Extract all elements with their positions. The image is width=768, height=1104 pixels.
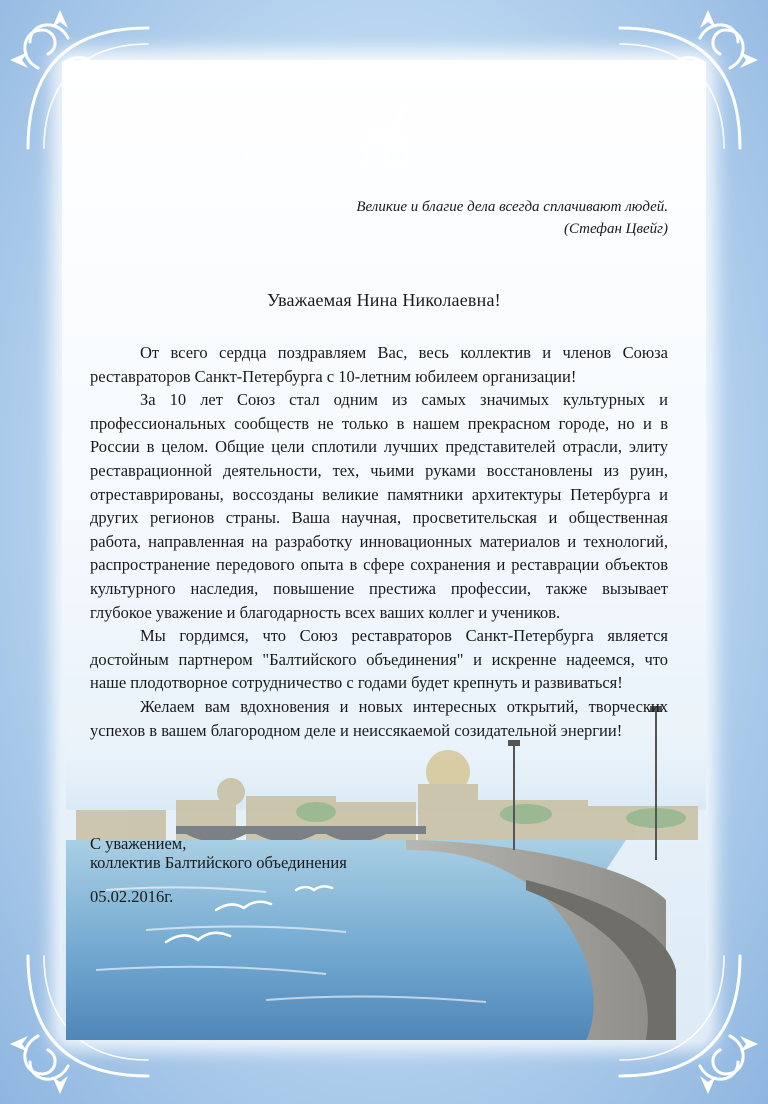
closing-signature <box>90 834 347 872</box>
body-paragraph: Желаем вам вдохновения и новых интересных открытий, творческих успехов в вашем благородном деле и неиссякаемой созидательной энергии! <box>90 696 668 740</box>
body-paragraph: От всего сердца поздравляем Вас, весь коллектив и членов Союза реставраторов Санкт-Петербурга с 10-летним юбилеем организации! <box>90 343 668 386</box>
epigraph-line: Великие и благие дела всегда сплачивают людей. <box>356 199 668 215</box>
closing-regards: С уважением, <box>90 834 187 853</box>
epigraph-quote <box>248 196 668 240</box>
closing-sender: коллектив Балтийского объединения <box>90 853 347 872</box>
letter-body <box>90 341 668 742</box>
epigraph-author: (Стефан Цвейг) <box>563 221 668 237</box>
body-paragraph: Мы гордимся, что Союз реставраторов Санкт-Петербурга является достойным партнером "Балтийского объединения" и искренне надеемся, что наше плодотворное сотрудничество с годами будет крепнуть и развиваться! <box>90 626 668 693</box>
salutation: Уважаемая Нина Николаевна! <box>267 290 501 310</box>
body-paragraph: За 10 лет Союз стал одним из самых значимых культурных и профессиональных сообществ не только в нашем прекрасном городе, но и в России в целом. Общие цели сплотили лучших представителей отрасли, элиту реставрационной деятельности, тех, чьими руками восстановлены из руин, отреставрированы, воссозданы великие памятники архитектуры Петербурга и других регионов страны. Ваша научная, просветительская и общественная работа, направленная на разработку инновационных материалов и технологий, распространение передового опыта в сфере сохранения и реставрации объектов культурного наследия, повышение престижа профессии, также вызывает глубокое уважение и благодарность всех ваших коллег и учеников. <box>90 390 668 622</box>
letter-date: 05.02.2016г. <box>90 887 174 906</box>
